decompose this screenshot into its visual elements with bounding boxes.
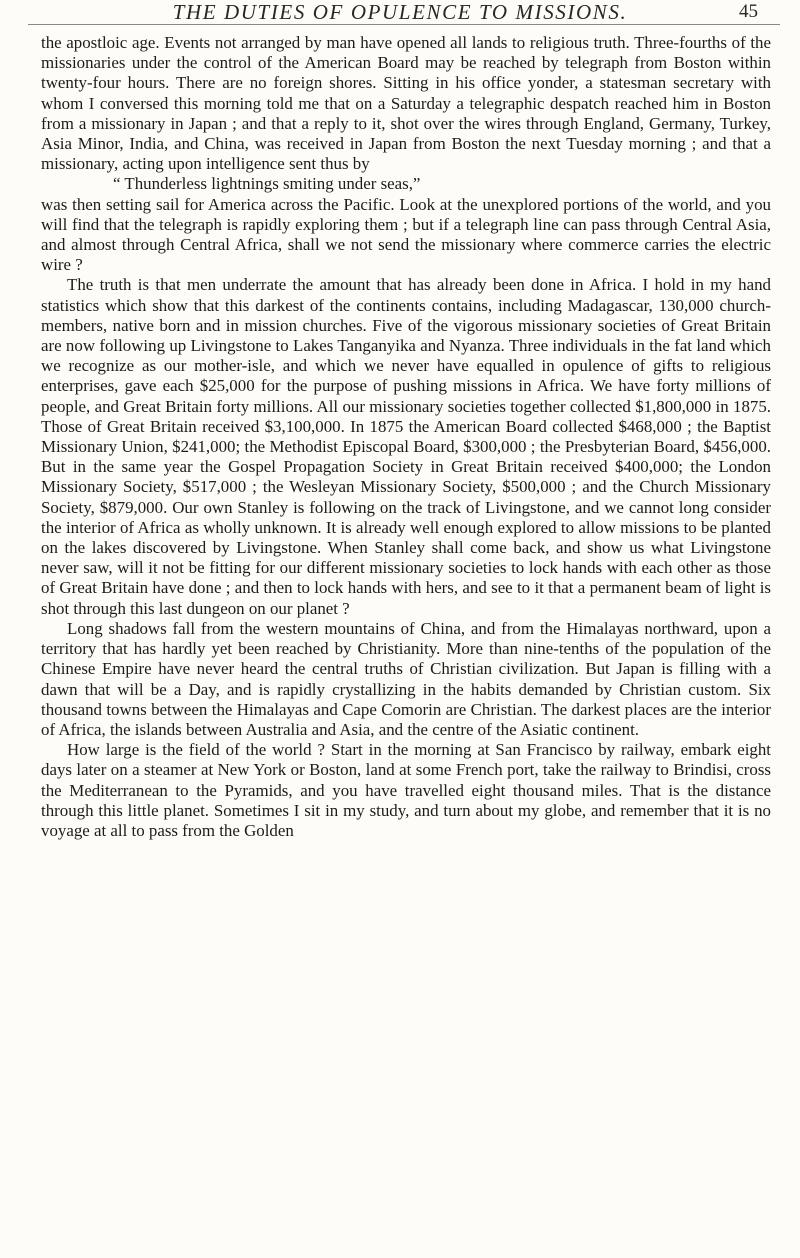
paragraph-continued: the apostloic age. Events not arranged by man have opened all lands to religious truth. Three-fourths of the missionaries under the control of the American Board may be reached by telegraph from Boston within twenty-four hours. There are no foreign shores. Sitting in his office yonder, a statesman secretary with whom I conversed this morning told me that on a Saturday a telegraphic despatch reached him in Boston from a missionary in Japan ; and that a reply to it, shot over the wires through England, Germany, Turkey, Asia Minor, India, and China, was received in Japan from Boston the next Tuesday morning ; and that a missionary, acting upon intelligence sent thus by [41,33,771,174]
paragraph-world-field: How large is the field of the world ? Start in the morning at San Francisco by railway, embark eight days later on a steamer at New York or Boston, land at some French port, take the railway to Brindisi, cross the Mediterranean to the Pyramids, and you have travelled eight thousand miles. That is the distance through this little planet. Sometimes I sit in my study, and turn about my globe, and remember that it is no voyage at all to pass from the Golden [41,740,771,840]
running-head-title: THE DUTIES OF OPULENCE TO MISSIONS. [172,0,628,24]
page-number: 45 [739,1,758,22]
paragraph-asia: Long shadows fall from the western mountains of China, and from the Himalayas northward, upon a territory that has hardly yet been reached by Christianity. More than nine-tenths of the population of the Chinese Empire have never heard the central truths of Christian civilization. But Japan is filling with a dawn that will be a Day, and is rapidly crystallizing in the habits demanded by Christian custom. Six thousand towns between the Himalayas and Cape Comorin are Christian. The darkest places are the interior of Africa, the islands between Australia and Asia, and the centre of the Asiatic continent. [41,618,771,739]
block-quote: “ Thunderless lightnings smiting under seas,” [113,174,421,194]
body-text [41,33,771,841]
running-head [0,0,800,22]
paragraph-africa: The truth is that men underrate the amount that has already been done in Africa. I hold in my hand statistics which show that this darkest of the continents contains, including Madagascar, 130,000 church-members, native born and in mission churches. Five of the vigorous missionary societies of Great Britain are now following up Livingstone to Lakes Tanganyika and Nyanza. Three individuals in the fat land which we recognize as our mother-isle, and which we never have equalled in opulence of gifts to religious enterprises, gave each $25,000 for the purpose of pushing missions in Africa. We have forty millions of people, and Great Britain forty millions. All our missionary societies together collected $1,800,000 in 1875. Those of Great Britain received $3,100,000. In 1875 the American Board collected $468,000 ; the Baptist Missionary Union, $241,000; the Methodist Episcopal Board, $300,000 ; the Presbyterian Board, $456,000. But in the same year the Gospel Propagation Society in Great Britain received $400,000; the London Missionary Society, $517,000 ; the Wesleyan Missionary Society, $500,000 ; and the Church Missionary Society, $879,000. Our own Stanley is following on the track of Livingstone, and we cannot long consider the interior of Africa as wholly unknown. It is already well enough explored to allow missions to be planted on the lakes discovered by Livingstone. When Stanley shall come back, and show us what Livingstone never saw, will it not be fitting for our different missionary societies to lock hands with each other as those of Great Britain have done ; and then to lock hands with hers, and see to it that a permanent beam of light is shot through this last dungeon on our planet ? [41,275,771,618]
paragraph-continuation: was then setting sail for America across the Pacific. Look at the unexplored portions of the world, and you will find that the telegraph is rapidly exploring them ; but if a telegraph line can pass through Central Asia, and almost through Central Africa, shall we not send the missionary where commerce carries the electric wire ? [41,194,771,275]
header-rule [28,24,780,25]
